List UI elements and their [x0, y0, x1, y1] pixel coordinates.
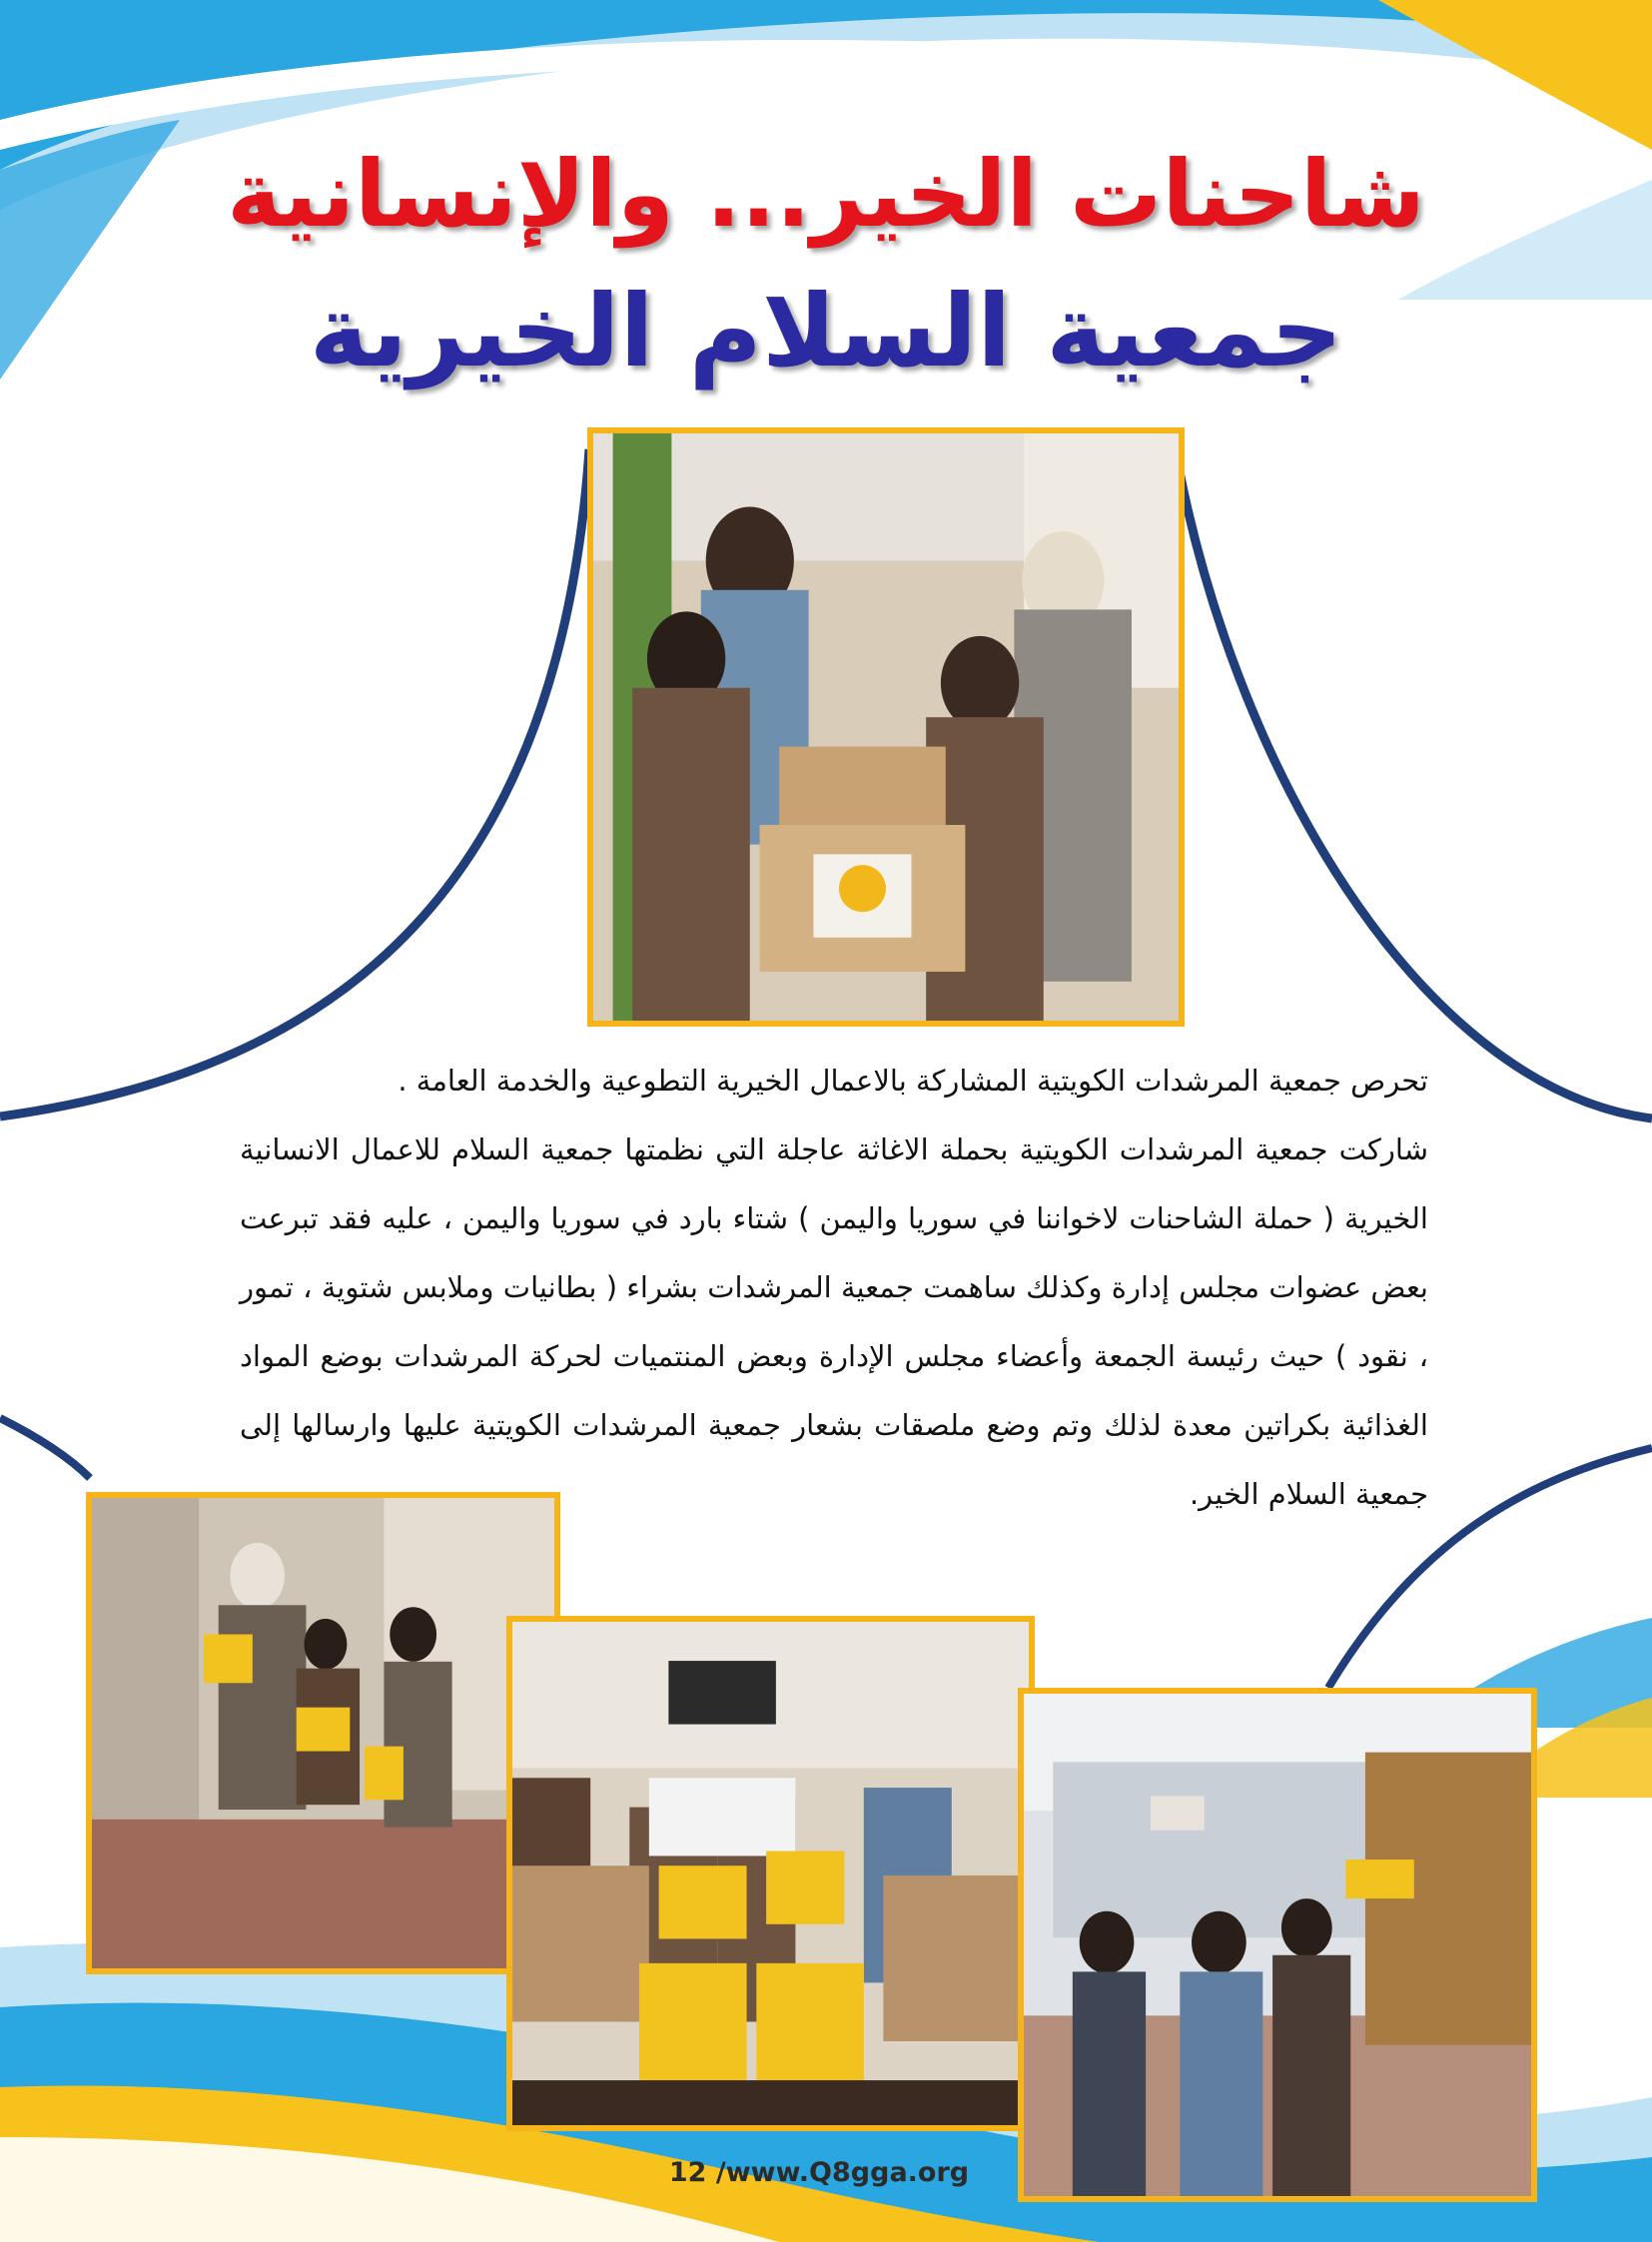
main-paragraph: شاركت جمعية المرشدات الكويتية بحملة الاغاثة عاجلة التي نظمتها جمعية السلام للاعمال الانسانية الخيرية ( حملة الشاحنات لاخواننا في سوريا واليمن ) شتاء بارد في سوريا واليمن ، عليه فقد تبرعت بعض عضوات مجلس إدارة وكذلك ساهمت جمعية المرشدات بشراء ( بطانيات وملابس شتوية ، تمور ، نقود ) حيث رئيسة الجمعة وأعضاء مجلس الإدارة وبعض المنتميات لحركة المرشدات بوضع المواد الغذائية بكراتين معدة لذلك وتم وضع ملصقات بشعار جمعية المرشدات الكويتية عليها وارسالها إلى جمعية السلام الخير.: [240, 1132, 1428, 1511]
top-right-yellow: [1378, 0, 1652, 150]
page-footer: 12 /www.Q8gga.org: [668, 2157, 970, 2188]
left-arc: [0, 449, 589, 1117]
main-photo: [587, 427, 1185, 1027]
page-title: شاحنات الخير... والإنسانية: [227, 141, 1425, 248]
left-arc-lower: [0, 1418, 90, 1478]
photo-bottom-right: [1018, 1688, 1537, 2202]
page-subtitle: جمعية السلام الخيرية: [309, 273, 1343, 389]
article-body: [240, 1047, 1428, 1529]
right-arc: [1174, 439, 1652, 1119]
intro-paragraph: تحرص جمعية المرشدات الكويتية المشاركة بالاعمال الخيرية التطوعية والخدمة العامة .: [398, 1064, 1428, 1098]
photo-bottom-middle: [506, 1616, 1035, 2131]
photo-bottom-left: [86, 1492, 560, 1974]
